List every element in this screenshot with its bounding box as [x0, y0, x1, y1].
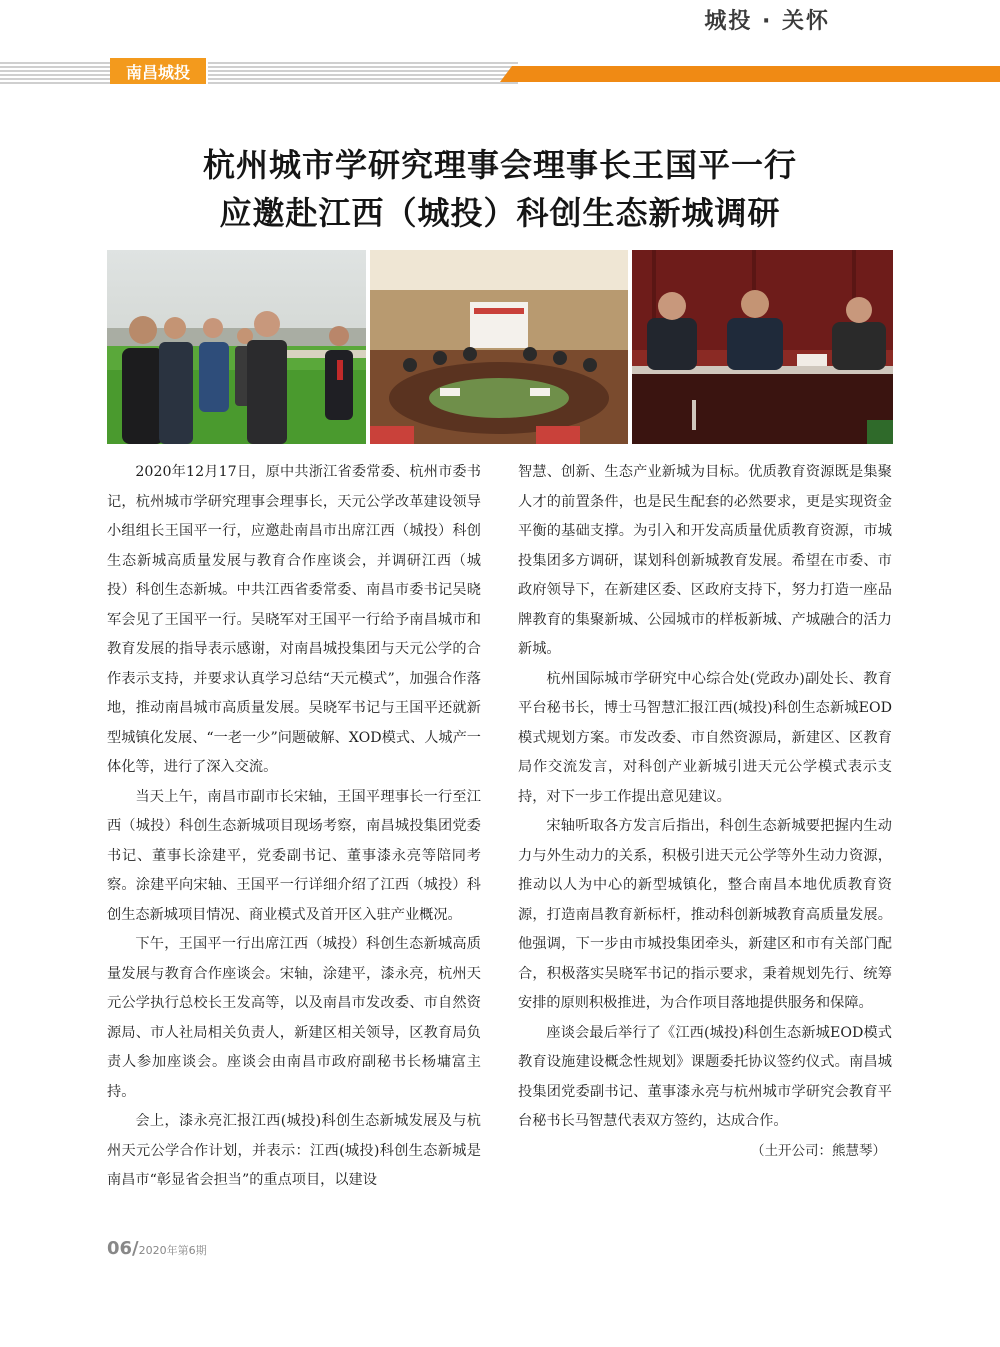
article-column-left: [107, 458, 481, 1196]
headline-line-1: 杭州城市学研究理事会理事长王国平一行: [202, 146, 797, 184]
article-paragraph: 会上，漆永亮汇报江西(城投)科创生态新城发展及与杭州天元公学合作计划，并表示：江西(城投)科创生态新城是南昌市“彰显省会担当”的重点项目，以建设: [107, 1113, 481, 1188]
section-title: 城投 · 关怀: [704, 9, 830, 34]
article-paragraph: 下午，王国平一行出席江西（城投）科创生态新城高质量发展与教育合作座谈会。宋轴，涂建平，漆永亮，杭州天元公学执行总校长王发高等，以及南昌市发改委、市自然资源局、市人社局相关负责人，新建区相关领导，区教育局负责人参加座谈会。座谈会由南昌市政府副秘书长杨墉富主持。: [107, 936, 481, 1100]
header-stripe-left: [0, 62, 110, 84]
article-paragraph: 宋轴听取各方发言后指出，科创生态新城要把握内生动力与外生动力的关系，积极引进天元公学等外生动力资源，推动以人为中心的新型城镇化，整合南昌本地优质教育资源，打造南昌教育新标杆，推动科创新城教育高质量发展。他强调，下一步由市城投集团牵头，新建区和市有关部门配合，积极落实吴晓军书记的指示要求，秉着规划先行、统筹安排的原则积极推进，为合作项目落地提供服务和保障。: [518, 818, 892, 1011]
article-paragraph: 杭州国际城市学研究中心综合处(党政办)副处长、教育平台秘书长，博士马智慧汇报江西(城投)科创生态新城EOD模式规划方案。市发改委、市自然资源局，新建区、区教育局作交流发言，对科创产业新城引进天元公学模式表示支持，对下一步工作提出意见建议。: [518, 670, 892, 805]
article-paragraph: 当天上午，南昌市副市长宋轴，王国平理事长一行至江西（城投）科创生态新城项目现场考察，南昌城投集团党委书记、董事长涂建平，党委副书记、董事漆永亮等陪同考察。涂建平向宋轴、王国平一行详细介绍了江西（城投）科创生态新城项目情况、商业模式及首开区入驻产业概况。: [107, 788, 481, 923]
article-column-right: [518, 458, 892, 1166]
header-accent-bar: [500, 66, 1000, 82]
conference-room-photo: [370, 250, 628, 444]
header-stripe-right: [208, 62, 518, 84]
headline-line-2: 应邀赴江西（城投）科创生态新城调研: [219, 194, 781, 232]
issue-label: 2020年第6期: [138, 1244, 207, 1257]
meeting-speakers-photo: [632, 250, 893, 444]
article-paragraph: 2020年12月17日，原中共浙江省委常委、杭州市委书记，杭州城市学研究理事会理事长，天元公学改革建设领导小组组长王国平一行，应邀赴南昌市出席江西（城投）科创生态新城高质量发展与教育合作座谈会，并调研江西（城投）科创生态新城。中共江西省委常委、南昌市委书记吴晓军会见了王国平一行。吴晓军对王国平一行给予南昌城市和教育发展的指导表示感谢，对南昌城投集团与天元公学的合作表示支持，并要求认真学习总结“天元模式”，加强合作落地，推动南昌城市高质量发展。吴晓军书记与王国平还就新型城镇化发展、“一老一少”问题破解、XOD模式、人城产一体化等，进行了深入交流。: [107, 464, 481, 775]
article-paragraph: 座谈会最后举行了《江西(城投)科创生态新城EOD模式教育设施建设概念性规划》课题委托协议签约仪式。南昌城投集团党委副书记、董事漆永亮与杭州城市学研究会教育平台秘书长马智慧代表双方签约，达成合作。: [518, 1024, 892, 1129]
page-number: 06/: [107, 1238, 139, 1259]
article-paragraph: 智慧、创新、生态产业新城为目标。优质教育资源既是集聚人才的前置条件，也是民生配套的必然要求，更是实现资金平衡的基础支撑。为引入和开发高质量优质教育资源，市城投集团多方调研，谋划科创新城教育发展。希望在市委、市政府领导下，在新建区委、区政府支持下，努力打造一座品牌教育的集聚新城、公园城市的样板新城、产城融合的活力新城。: [518, 464, 892, 657]
page-footer: [107, 1238, 207, 1259]
column-tag: 南昌城投: [110, 58, 206, 84]
author-signature: （土开公司：熊慧琴）: [751, 1142, 886, 1159]
site-visit-photo: [107, 250, 366, 444]
